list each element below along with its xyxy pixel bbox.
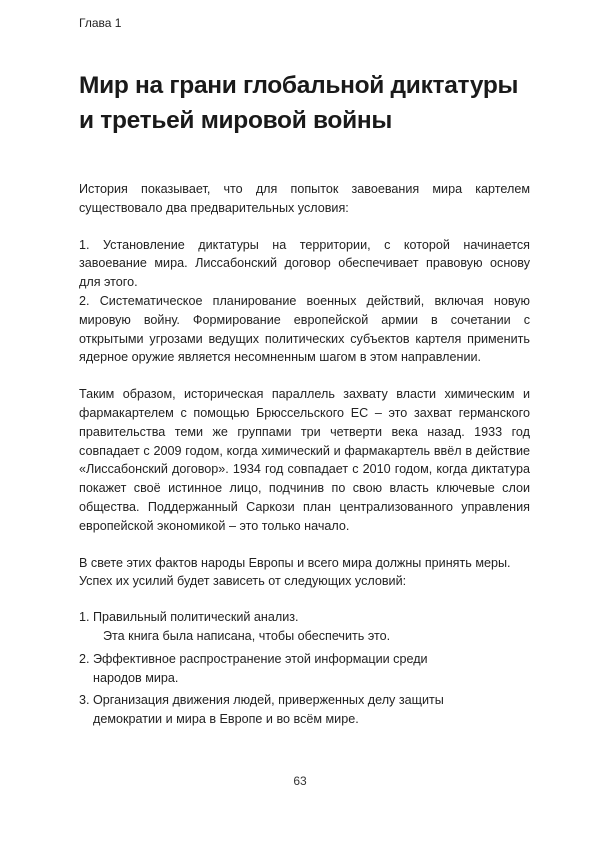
list-item [79,691,530,729]
list-item-line-1: 3. Организация движения людей, приверженных делу защиты [79,693,444,708]
title-line-1: Мир на грани глобальной диктатуры [79,72,519,99]
body-text [79,180,530,729]
list-item-line-2: Эта книга была написана, чтобы обеспечить это. [103,628,391,643]
parallel-paragraph: Таким образом, историческая параллель захвату власти химическим и фармакартелем с помощью Брюссельского ЕС – это захват германского правительства теми же группами три четверти века назад. 1933 год совпадает с 2009 годом, когда химический и фармакартель ввёл в действие «Лиссабонский договор». 1934 год совпадает с 2010 годом, когда диктатура покажет своё истинное лицо, подчинив по свою власть ключевые слои общества. Поддержанный Саркози план централизованного управления европейской экономикой – это только начало. [79,387,530,533]
list-item-line-1: 1. Правильный политический анализ. [79,610,299,625]
title-line-2: и третьей мировой войны [79,107,392,134]
list-item-line-2: народов мира. [93,670,179,685]
intro-paragraph: История показывает, что для попыток завоевания мира картелем существовало два предварительных условия: [79,182,530,215]
list-item [79,650,530,688]
page-number: 63 [293,774,307,788]
chapter-label: Глава 1 [79,16,122,30]
list-item-line-2: демократии и мира в Европе и во всём мире. [93,712,359,727]
measures-intro-line-1: В свете этих фактов народы Европы и всего мира должны принять меры. [79,555,511,570]
list-item [79,608,530,646]
measures-intro-line-2: Успех их усилий будет зависеть от следующих условий: [79,574,407,589]
list-item-line-1: 2. Эффективное распространение этой информации среди [79,651,428,666]
measures-list [79,608,530,729]
condition-2: 2. Систематическое планирование военных действий, включая новую мировую войну. Формирование европейской армии в сочетании с открытыми угрозами ведущих политических субъектов картеля применить ядерное оружие является несомненным шагом в этом направлении. [79,293,530,365]
condition-1: 1. Установление диктатуры на территории, с которой начинается завоевание мира. Лиссабонский договор обеспечивает правовую основу для этого. [79,237,530,290]
page-title [79,68,539,138]
